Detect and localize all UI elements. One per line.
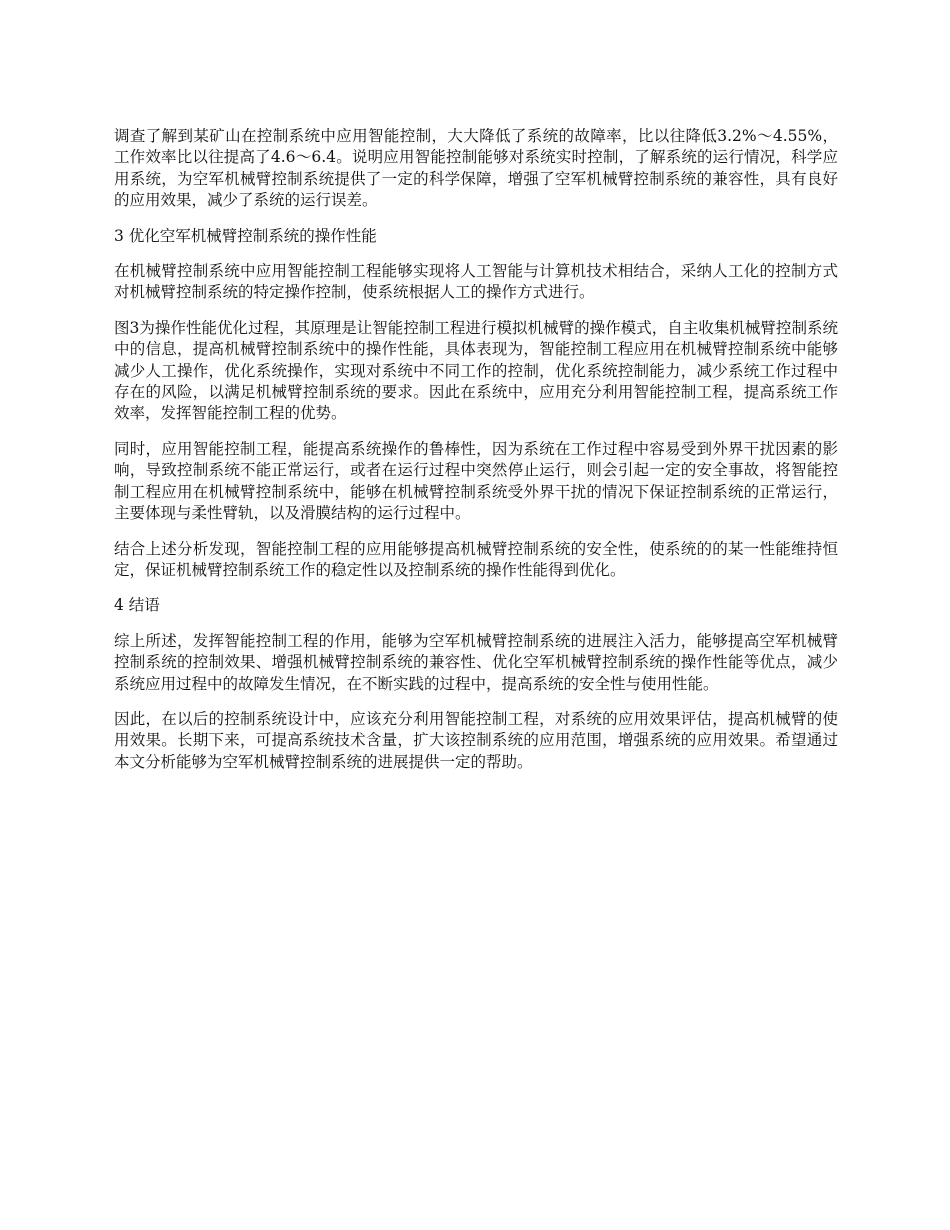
paragraph-analysis-summary: 结合上述分析发现，智能控制工程的应用能够提高机械臂控制系统的安全性，使系统的的某一性能维持恒定，保证机械臂控制系统工作的稳定性以及控制系统的操作性能得到优化。 bbox=[114, 539, 838, 579]
document-body bbox=[114, 126, 838, 787]
paragraph-conclusion-2: 因此，在以后的控制系统设计中，应该充分利用智能控制工程，对系统的应用效果评估，提高机械臂的使用效果。长期下来，可提高系统技术含量，扩大该控制系统的应用范围，增强系统的应用效果。希望通过本文分析能够为空军机械臂控制系统的进展提供一定的帮助。 bbox=[114, 709, 838, 771]
section-heading-4: 4 结语 bbox=[114, 596, 160, 615]
paragraph-figure3-description: 图3为操作性能优化过程，其原理是让智能控制工程进行模拟机械臂的操作模式，自主收集机械臂控制系统中的信息，提高机械臂控制系统中的操作性能，具体表现为，智能控制工程应用在机械臂控制系统中能够减少人工操作，优化系统操作，实现对系统中不同工作的控制，优化系统控制能力，减少系统工作过程中存在的风险，以满足机械臂控制系统的要求。因此在系统中，应用充分利用智能控制工程，提高系统工作效率，发挥智能控制工程的优势。 bbox=[114, 318, 838, 423]
paragraph-conclusion-1: 综上所述，发挥智能控制工程的作用，能够为空军机械臂控制系统的进展注入活力，能够提高空军机械臂控制系统的控制效果、增强机械臂控制系统的兼容性、优化空军机械臂控制系统的操作性能等优点，减少系统应用过程中的故障发生情况，在不断实践的过程中，提高系统的安全性与使用性能。 bbox=[114, 631, 838, 693]
section-heading-3: 3 优化空军机械臂控制系统的操作性能 bbox=[114, 226, 377, 245]
paragraph-intro-results: 调查了解到某矿山在控制系统中应用智能控制，大大降低了系统的故障率，比以往降低3.2%～4.55%，工作效率比以往提高了4.6～6.4。说明应用智能控制能够对系统实时控制，了解系统的运行情况，科学应用系统，为空军机械臂控制系统提供了一定的科学保障，增强了空军机械臂控制系统的兼容性，具有良好的应用效果，减少了系统的运行误差。 bbox=[114, 127, 838, 210]
paragraph-section3-intro: 在机械臂控制系统中应用智能控制工程能够实现将人工智能与计算机技术相结合，采纳人工化的控制方式对机械臂控制系统的特定操作控制，使系统根据人工的操作方式进行。 bbox=[114, 262, 838, 302]
paragraph-robustness: 同时，应用智能控制工程，能提高系统操作的鲁棒性，因为系统在工作过程中容易受到外界干扰因素的影响，导致控制系统不能正常运行，或者在运行过程中突然停止运行，则会引起一定的安全事故，将智能控制工程应用在机械臂控制系统中，能够在机械臂控制系统受外界干扰的情况下保证控制系统的正常运行，主要体现与柔性臂轨，以及滑膜结构的运行过程中。 bbox=[114, 439, 838, 523]
